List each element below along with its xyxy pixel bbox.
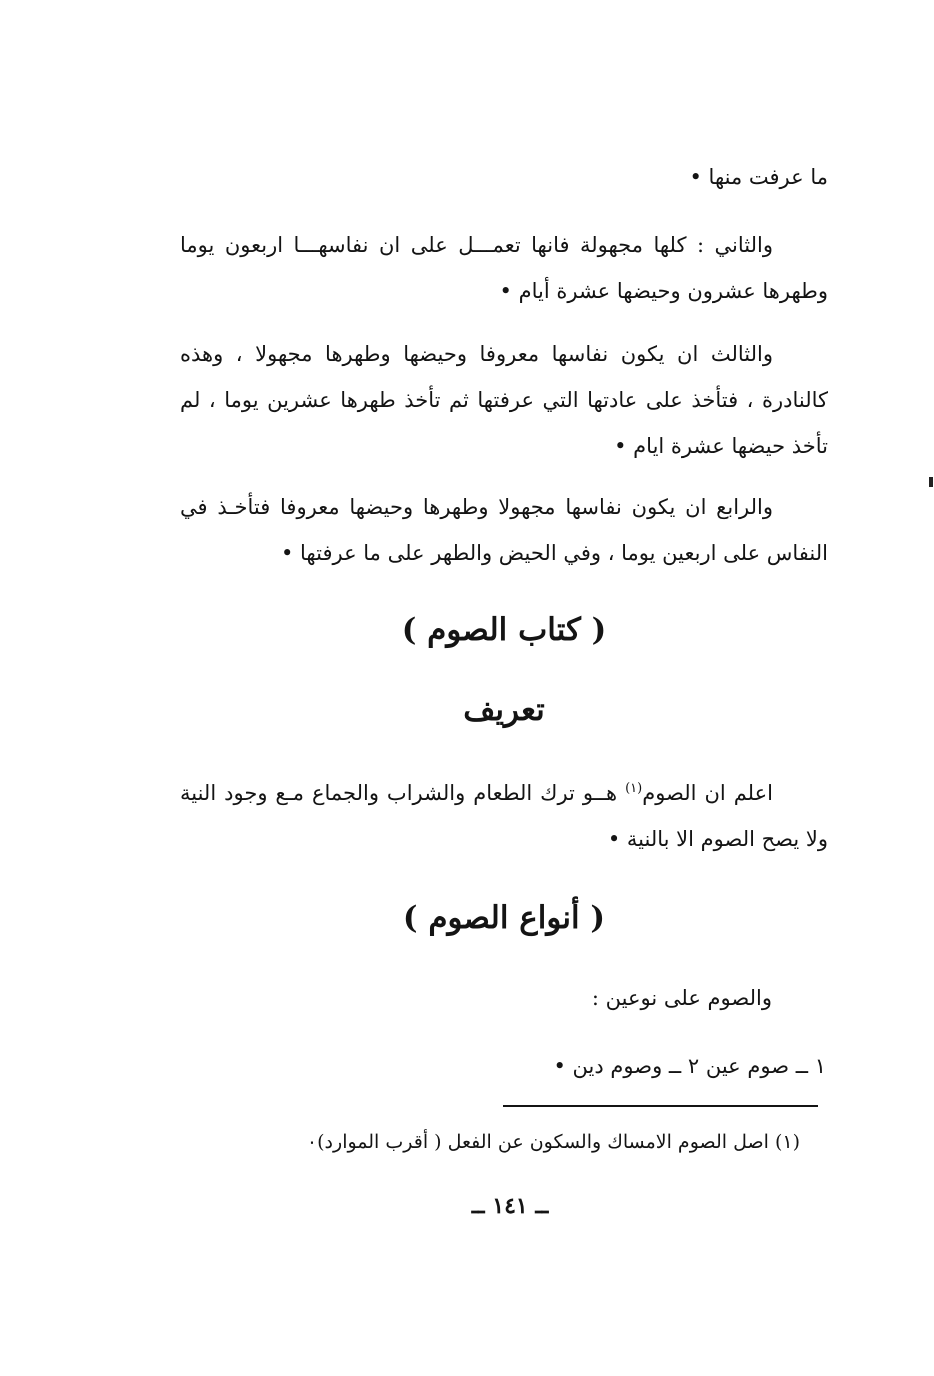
paragraph-text: [180, 770, 828, 862]
definition-text-end: هــو ترك الطعام والشراب والجماع مـع وجود النية ولا يصح الصوم الا بالنية •: [180, 781, 828, 851]
paragraph-definition: [180, 770, 828, 862]
types-intro: والصوم على نوعين :: [591, 986, 772, 1010]
paragraph-second-case: [180, 222, 828, 314]
paragraph-text: والرابع ان يكون نفاسها مجهولا وطهرها وحيضها معروفا فتأخـذ في النفاس على اربعين يوما ، وفي الحيض والطهر على ما عرفتها •: [180, 495, 828, 565]
footnote-divider: [503, 1105, 818, 1107]
footnote-marker: (١): [625, 781, 643, 796]
paragraph-continuation: [180, 154, 828, 200]
paragraph-text: ما عرفت منها •: [689, 165, 828, 189]
types-heading: ( أنواع الصوم ): [402, 900, 606, 936]
paragraph-text: والثاني : كلها مجهولة فانها تعمـــل على ان نفاسهـــا اربعون يوما وطهرها عشرون وحيضها عشرة أيام •: [180, 233, 828, 303]
footnote: (١) اصل الصوم الامساك والسكون عن الفعل ( أقرب الموارد)٠: [306, 1131, 800, 1153]
definition-text-start: اعلم ان الصوم: [642, 781, 773, 805]
margin-mark: [929, 477, 933, 487]
paragraph-third-case: [180, 331, 828, 469]
paragraph-text: والثالث ان يكون نفاسها معروفا وحيضها وطهرها مجهولا ، وهذه كالنادرة ، فتأخذ على عادتها التي عرفتها ثم تأخذ طهرها عشرين يوما ، لم تأخذ حيضها عشرة ايام •: [180, 342, 828, 458]
definition-heading: تعريف: [463, 692, 545, 728]
types-list: ١ ــ صوم عين ٢ ــ وصوم دين •: [553, 1054, 826, 1078]
page-number: ــ ١٤١ ــ: [471, 1193, 549, 1219]
paragraph-fourth-case: [180, 484, 828, 576]
book-title-heading: ( كتاب الصوم ): [401, 612, 607, 648]
